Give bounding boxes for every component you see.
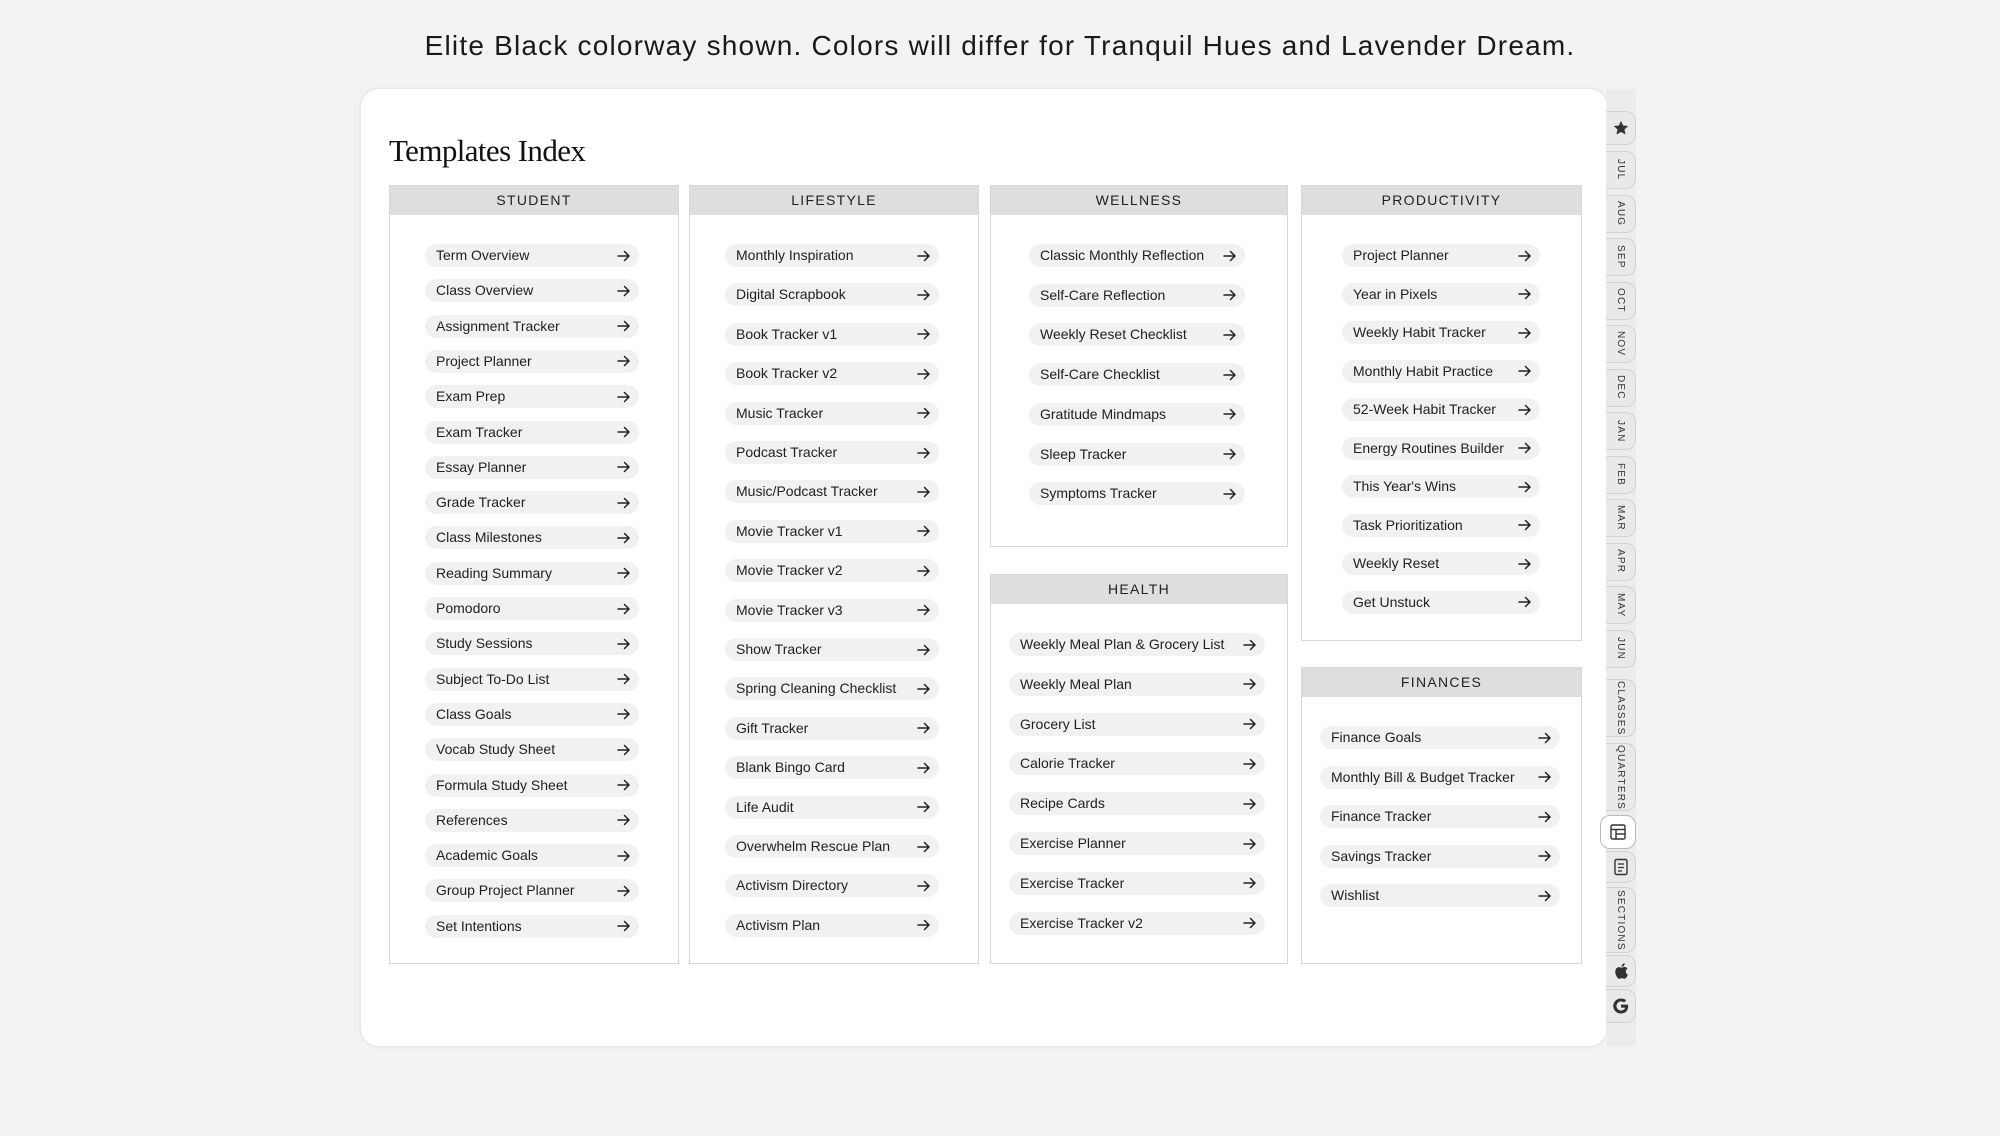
template-link-label: Exercise Tracker: [1020, 874, 1125, 891]
template-link-label: Music Tracker: [736, 404, 824, 421]
arrow-right-icon: [916, 717, 932, 740]
arrow-right-icon: [1242, 633, 1258, 656]
template-link[interactable]: [725, 283, 939, 306]
template-link-label: Set Intentions: [436, 917, 522, 934]
arrow-right-icon: [616, 244, 632, 267]
template-link[interactable]: [1029, 403, 1245, 426]
template-link[interactable]: [725, 835, 939, 858]
template-link[interactable]: [725, 441, 939, 464]
template-link-label: Sleep Tracker: [1040, 445, 1127, 462]
template-link-label: Term Overview: [436, 247, 530, 263]
tab-favorites[interactable]: [1606, 111, 1636, 145]
template-link[interactable]: [1320, 726, 1560, 749]
arrow-right-icon: [916, 559, 932, 582]
template-link[interactable]: [1009, 752, 1265, 775]
template-link-label: Grade Tracker: [436, 494, 526, 511]
template-link-label: Subject To-Do List: [436, 670, 550, 687]
template-link-label: Exam Prep: [436, 388, 506, 405]
tab-month-apr-label: APR: [1615, 549, 1626, 574]
tab-classes[interactable]: [1606, 679, 1636, 737]
tab-month-jul-label: JUL: [1615, 159, 1626, 181]
arrow-right-icon: [616, 385, 632, 408]
arrow-right-icon: [916, 244, 932, 267]
template-link[interactable]: [1342, 552, 1540, 575]
template-link-label: Self-Care Checklist: [1040, 366, 1160, 383]
template-link-label: Monthly Inspiration: [736, 247, 854, 263]
arrow-right-icon: [1222, 363, 1238, 386]
template-link[interactable]: [425, 421, 639, 444]
template-link-label: Get Unstuck: [1353, 593, 1431, 610]
arrow-right-icon: [616, 915, 632, 938]
template-link[interactable]: [725, 796, 939, 819]
template-link-label: Pomodoro: [436, 600, 501, 616]
template-link-label: References: [436, 811, 508, 828]
template-link[interactable]: [725, 599, 939, 622]
arrow-right-icon: [1222, 403, 1238, 426]
template-link[interactable]: [425, 915, 639, 938]
template-link[interactable]: [425, 703, 639, 726]
template-link-label: Gratitude Mindmaps: [1040, 405, 1167, 422]
arrow-right-icon: [1537, 845, 1553, 868]
template-link[interactable]: [425, 879, 639, 902]
template-link[interactable]: [1320, 805, 1560, 828]
template-link[interactable]: [1009, 872, 1265, 895]
table-icon: [1609, 823, 1627, 841]
template-link-label: Project Planner: [1353, 247, 1449, 263]
template-link[interactable]: [1029, 284, 1245, 307]
tab-apple-calendar[interactable]: [1606, 955, 1636, 987]
tab-sections-label: SECTIONS: [1615, 889, 1626, 951]
health-panel: [990, 574, 1288, 964]
template-link[interactable]: [425, 244, 639, 267]
arrow-right-icon: [616, 491, 632, 514]
page-title: Templates Index: [389, 133, 586, 168]
tab-month-may-label: MAY: [1615, 592, 1626, 618]
template-link[interactable]: [1009, 673, 1265, 696]
template-link-label: Exercise Tracker v2: [1020, 914, 1143, 931]
tab-sections[interactable]: [1606, 887, 1636, 953]
template-link-label: Book Tracker v1: [736, 325, 838, 342]
arrow-right-icon: [916, 756, 932, 779]
arrow-right-icon: [916, 283, 932, 306]
template-link[interactable]: [425, 526, 639, 549]
arrow-right-icon: [1242, 792, 1258, 815]
arrow-right-icon: [1222, 284, 1238, 307]
arrow-right-icon: [1242, 872, 1258, 895]
template-link[interactable]: [1342, 360, 1540, 383]
template-link-label: Formula Study Sheet: [436, 776, 568, 793]
template-link-label: Self-Care Reflection: [1040, 286, 1166, 303]
template-link-label: Exam Tracker: [436, 423, 523, 440]
template-link-label: Weekly Meal Plan: [1020, 675, 1132, 692]
template-link[interactable]: [1342, 283, 1540, 306]
template-link-label: Essay Planner: [436, 458, 527, 475]
template-link[interactable]: [725, 914, 939, 937]
template-link-label: This Year's Wins: [1353, 478, 1457, 494]
template-link-label: Activism Plan: [736, 916, 821, 933]
arrow-right-icon: [916, 362, 932, 385]
arrow-right-icon: [1537, 766, 1553, 789]
arrow-right-icon: [1537, 805, 1553, 828]
template-link[interactable]: [425, 279, 639, 302]
lifestyle-header: LIFESTYLE: [690, 186, 978, 215]
arrow-right-icon: [616, 879, 632, 902]
arrow-right-icon: [616, 421, 632, 444]
arrow-right-icon: [1242, 912, 1258, 935]
template-link[interactable]: [725, 677, 939, 700]
wellness-header: WELLNESS: [991, 186, 1287, 215]
template-link[interactable]: [1029, 443, 1245, 466]
tab-classes-label: CLASSES: [1615, 680, 1626, 736]
arrow-right-icon: [1242, 673, 1258, 696]
template-link-label: Class Milestones: [436, 529, 542, 546]
productivity-header: PRODUCTIVITY: [1302, 186, 1581, 215]
template-link[interactable]: [725, 874, 939, 897]
arrow-right-icon: [916, 480, 932, 503]
template-link[interactable]: [1342, 398, 1540, 421]
template-link-label: Digital Scrapbook: [736, 286, 846, 303]
template-link-label: Show Tracker: [736, 641, 822, 657]
arrow-right-icon: [916, 323, 932, 346]
arrow-right-icon: [1517, 398, 1533, 421]
tab-month-nov-label: NOV: [1615, 331, 1626, 357]
tab-month-feb[interactable]: [1606, 456, 1636, 494]
template-link[interactable]: [425, 774, 639, 797]
arrow-right-icon: [916, 835, 932, 858]
template-link[interactable]: [1009, 912, 1265, 935]
template-link-label: Task Prioritization: [1353, 516, 1463, 533]
template-link-label: Class Overview: [436, 282, 534, 299]
arrow-right-icon: [1517, 283, 1533, 306]
template-link[interactable]: [1029, 363, 1245, 386]
colorway-caption: Elite Black colorway shown. Colors will differ for Tranquil Hues and Lavender Dream.: [424, 30, 1576, 61]
template-link[interactable]: [725, 480, 939, 503]
arrow-right-icon: [916, 402, 932, 425]
google-icon: [1612, 997, 1630, 1015]
template-link[interactable]: [425, 385, 639, 408]
arrow-right-icon: [1517, 437, 1533, 460]
template-link-label: Academic Goals: [436, 847, 538, 864]
template-link[interactable]: [1320, 766, 1560, 789]
arrow-right-icon: [616, 632, 632, 655]
arrow-right-icon: [616, 350, 632, 373]
arrow-right-icon: [1537, 726, 1553, 749]
template-link-label: Music/Podcast Tracker: [736, 483, 878, 500]
arrow-right-icon: [1222, 443, 1238, 466]
template-link-label: Grocery List: [1020, 715, 1096, 732]
arrow-right-icon: [616, 597, 632, 620]
template-link-label: Gift Tracker: [736, 719, 809, 736]
tab-month-mar[interactable]: [1606, 499, 1636, 537]
template-link-label: Year in Pixels: [1353, 285, 1438, 302]
arrow-right-icon: [1517, 514, 1533, 537]
arrow-right-icon: [1517, 321, 1533, 344]
tab-month-aug-label: AUG: [1615, 200, 1626, 227]
arrow-right-icon: [1537, 884, 1553, 907]
template-link-label: Movie Tracker v2: [736, 562, 843, 579]
template-link[interactable]: [1009, 633, 1265, 656]
template-link[interactable]: [425, 809, 639, 832]
arrow-right-icon: [1517, 475, 1533, 498]
star-icon: [1612, 119, 1630, 137]
tab-month-apr[interactable]: [1606, 543, 1636, 581]
template-link-label: Weekly Reset: [1353, 555, 1440, 571]
arrow-right-icon: [1517, 244, 1533, 267]
template-link-label: Book Tracker v2: [736, 365, 838, 382]
arrow-right-icon: [616, 315, 632, 338]
template-link-label: Weekly Meal Plan & Grocery List: [1020, 636, 1225, 652]
tab-templates-index[interactable]: [1600, 815, 1636, 849]
template-link[interactable]: [425, 597, 639, 620]
template-link[interactable]: [725, 362, 939, 385]
template-link-label: Class Goals: [436, 705, 512, 722]
template-link-label: Weekly Reset Checklist: [1040, 326, 1187, 343]
productivity-panel: [1301, 185, 1582, 641]
template-link-label: Weekly Habit Tracker: [1353, 324, 1486, 340]
template-link-label: Movie Tracker v3: [736, 601, 843, 618]
arrow-right-icon: [616, 774, 632, 797]
template-link-label: Recipe Cards: [1020, 795, 1105, 812]
arrow-right-icon: [916, 520, 932, 543]
arrow-right-icon: [616, 844, 632, 867]
template-link-label: Overwhelm Rescue Plan: [736, 838, 891, 854]
arrow-right-icon: [1222, 482, 1238, 505]
arrow-right-icon: [616, 668, 632, 691]
document-icon: [1613, 858, 1629, 876]
arrow-right-icon: [916, 599, 932, 622]
template-link[interactable]: [1029, 244, 1245, 267]
template-link[interactable]: [425, 738, 639, 761]
template-link-label: Classic Monthly Reflection: [1040, 247, 1205, 263]
template-link-label: Project Planner: [436, 352, 532, 369]
arrow-right-icon: [916, 677, 932, 700]
template-link-label: Exercise Planner: [1020, 835, 1126, 851]
template-link[interactable]: [725, 717, 939, 740]
arrow-right-icon: [1222, 244, 1238, 267]
template-link[interactable]: [725, 323, 939, 346]
template-link[interactable]: [725, 402, 939, 425]
tab-month-jun-label: JUN: [1615, 636, 1626, 661]
template-link[interactable]: [725, 244, 939, 267]
tab-month-aug[interactable]: [1606, 195, 1636, 233]
template-link-label: Movie Tracker v1: [736, 522, 843, 539]
student-header: STUDENT: [390, 186, 678, 215]
arrow-right-icon: [1222, 323, 1238, 346]
template-link[interactable]: [425, 668, 639, 691]
template-link-label: Calorie Tracker: [1020, 755, 1115, 772]
tab-month-jun[interactable]: [1606, 630, 1636, 668]
apple-icon: [1613, 962, 1629, 980]
tab-month-dec[interactable]: [1606, 369, 1636, 407]
arrow-right-icon: [616, 809, 632, 832]
template-link-label: Monthly Habit Practice: [1353, 362, 1494, 379]
template-link[interactable]: [425, 562, 639, 585]
template-link[interactable]: [1009, 832, 1265, 855]
template-link-label: 52-Week Habit Tracker: [1353, 401, 1496, 417]
arrow-right-icon: [1242, 713, 1258, 736]
template-link-label: Activism Directory: [736, 877, 849, 894]
tab-quarters[interactable]: [1606, 743, 1636, 811]
tab-month-sep[interactable]: [1606, 238, 1636, 276]
template-link[interactable]: [1029, 482, 1245, 505]
template-link[interactable]: [725, 756, 939, 779]
template-link[interactable]: [725, 638, 939, 661]
arrow-right-icon: [1517, 591, 1533, 614]
template-link-label: Assignment Tracker: [436, 317, 560, 334]
side-tab-bar: [1606, 89, 1636, 1046]
tab-month-jan-label: JAN: [1615, 419, 1626, 443]
template-link-label: Finance Goals: [1331, 729, 1422, 745]
arrow-right-icon: [916, 441, 932, 464]
arrow-right-icon: [916, 638, 932, 661]
wellness-panel: [990, 185, 1288, 547]
arrow-right-icon: [616, 526, 632, 549]
template-link[interactable]: [1320, 845, 1560, 868]
lifestyle-panel: [689, 185, 979, 964]
tab-month-jul[interactable]: [1606, 151, 1636, 189]
template-link-label: Savings Tracker: [1331, 847, 1432, 864]
arrow-right-icon: [1242, 752, 1258, 775]
arrow-right-icon: [616, 703, 632, 726]
tab-google-calendar[interactable]: [1606, 989, 1636, 1023]
tab-month-nov[interactable]: [1606, 325, 1636, 363]
tab-month-jan[interactable]: [1606, 412, 1636, 450]
template-link[interactable]: [725, 520, 939, 543]
template-link[interactable]: [1029, 323, 1245, 346]
arrow-right-icon: [916, 874, 932, 897]
template-link-label: Reading Summary: [436, 564, 552, 581]
arrow-right-icon: [616, 562, 632, 585]
template-link-label: Vocab Study Sheet: [436, 741, 556, 758]
tab-quarters-label: QUARTERS: [1615, 744, 1626, 810]
template-link[interactable]: [425, 456, 639, 479]
finances-panel: [1301, 667, 1582, 964]
tab-month-oct-label: OCT: [1615, 288, 1626, 313]
template-link[interactable]: [725, 559, 939, 582]
arrow-right-icon: [916, 914, 932, 937]
student-panel: [389, 185, 679, 964]
tab-month-sep-label: SEP: [1615, 245, 1626, 269]
tab-month-dec-label: DEC: [1615, 375, 1626, 400]
template-link[interactable]: [425, 632, 639, 655]
arrow-right-icon: [616, 456, 632, 479]
template-link-label: Life Audit: [736, 798, 794, 815]
template-link-label: Podcast Tracker: [736, 444, 838, 460]
arrow-right-icon: [1517, 360, 1533, 383]
template-link-label: Wishlist: [1331, 887, 1380, 904]
tab-month-mar-label: MAR: [1615, 505, 1626, 531]
arrow-right-icon: [616, 738, 632, 761]
template-link-label: Spring Cleaning Checklist: [736, 680, 897, 697]
template-link[interactable]: [1009, 713, 1265, 736]
template-link[interactable]: [1342, 437, 1540, 460]
finances-header: FINANCES: [1302, 668, 1581, 697]
template-link[interactable]: [1342, 475, 1540, 498]
template-link-label: Study Sessions: [436, 635, 533, 652]
template-link-label: Group Project Planner: [436, 882, 575, 899]
tab-month-feb-label: FEB: [1615, 462, 1626, 487]
template-link[interactable]: [425, 844, 639, 867]
arrow-right-icon: [616, 279, 632, 302]
template-link-label: Finance Tracker: [1331, 808, 1432, 825]
template-link[interactable]: [1320, 884, 1560, 907]
template-link[interactable]: [1342, 514, 1540, 537]
template-link[interactable]: [1009, 792, 1265, 815]
template-link[interactable]: [1342, 591, 1540, 614]
planner-page: [361, 89, 1607, 1046]
template-link[interactable]: [425, 350, 639, 373]
arrow-right-icon: [1242, 832, 1258, 855]
template-link-label: Monthly Bill & Budget Tracker: [1331, 768, 1515, 785]
tab-notes[interactable]: [1606, 851, 1636, 883]
template-link-label: Symptoms Tracker: [1040, 485, 1157, 502]
arrow-right-icon: [916, 796, 932, 819]
template-link[interactable]: [1342, 321, 1540, 344]
template-link[interactable]: [425, 491, 639, 514]
health-header: HEALTH: [991, 575, 1287, 604]
template-link[interactable]: [425, 315, 639, 338]
template-link-label: Blank Bingo Card: [736, 759, 845, 776]
tab-month-may[interactable]: [1606, 586, 1636, 624]
tab-month-oct[interactable]: [1606, 282, 1636, 320]
template-link-label: Energy Routines Builder: [1353, 439, 1504, 456]
template-link[interactable]: [1342, 244, 1540, 267]
arrow-right-icon: [1517, 552, 1533, 575]
